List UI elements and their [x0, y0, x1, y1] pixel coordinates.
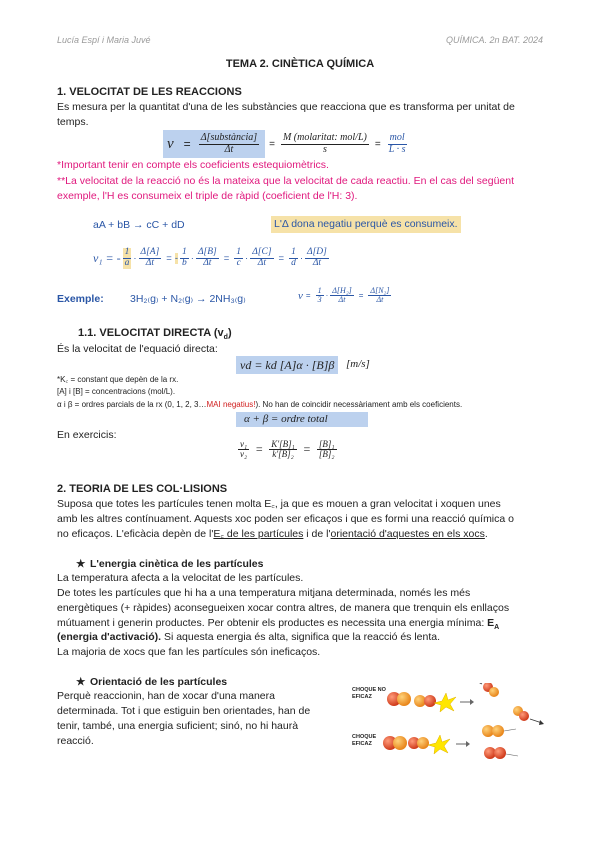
dot: · [190, 252, 194, 264]
b2-line4: reacció. [57, 735, 94, 747]
b1-heading: L'energia cinètica de les partícules [90, 558, 264, 570]
dot: · [325, 291, 329, 301]
eq-sign: = [358, 291, 364, 301]
sub-heading-text: 1.1. VELOCITAT DIRECTA (v [78, 327, 224, 339]
p1-text2: i de l' [303, 528, 331, 540]
generic-reaction: aA + bB → cC + dD [93, 219, 185, 231]
ex-dt: Δt [338, 295, 346, 305]
ex-dN2: Δ[N₂] [370, 286, 390, 295]
rate-dt: Δt [312, 257, 322, 268]
b2-heading: Orientació de les partícules [90, 676, 228, 688]
rate-one: 1 [124, 247, 130, 257]
rate-d: d [291, 257, 296, 268]
rate-dC: Δ[C] [252, 247, 272, 257]
ex-dH2: Δ[H₂] [332, 286, 352, 295]
dot: · [245, 252, 249, 264]
sub-heading-sub: d [223, 334, 228, 342]
rate-dt: Δt [257, 257, 266, 268]
velocity-units: [m/s] [346, 358, 370, 370]
b1-l4-text: mútuament i generin productes. Per obtenir els productes es necessita una energia mínima: [57, 617, 488, 629]
page-title: TEMA 2. CINÈTICA QUÍMICA [225, 58, 375, 70]
minus-sign: - [174, 252, 179, 264]
velocity-formula [163, 129, 409, 159]
p1-period: . [484, 528, 488, 540]
eq-sign: = [305, 291, 311, 301]
s2-p1-line1: Suposa que totes les partícules tenen molta E꜀, ja que es mouen a gran velocitat i xoquen unes [57, 498, 501, 510]
section-2-heading: 2. TEORIA DE LES COL·LISIONS [57, 483, 228, 495]
negative-delta-note: L'Δ dona negatiu perquè es consumeix. [271, 216, 461, 233]
eq-sign: = [166, 252, 172, 264]
p1-text: no eficaços. L'eficàcia depèn de l' [57, 528, 214, 540]
ex-dt: Δt [376, 295, 384, 305]
header-course: QUÍMICA. 2n BAT. 2024 [445, 35, 543, 45]
rate-dD: Δ[D] [307, 247, 327, 257]
eq-sign: = [278, 252, 285, 264]
ex-one: 1 [317, 286, 322, 295]
rate-expression [93, 248, 331, 269]
ex-v2: v₂ [240, 449, 248, 460]
b1-line1: La temperatura afecta a la velocitat de les partícules. [57, 572, 304, 584]
label-no-effective: CHOQUE NO EFICAZ [352, 687, 386, 700]
subsection-1-1-heading [78, 327, 232, 341]
note-orders [57, 399, 462, 410]
b2-line2: determinada. Tot i que estiguin ben orientades, han de [57, 705, 311, 717]
frac3-den: L · s [388, 143, 406, 155]
rate-dB: Δ[B] [197, 247, 217, 257]
label-effective: CHOQUE EFICAZ [352, 734, 377, 747]
frac1-num: Δ[substància] [200, 132, 258, 143]
exercise-formula [236, 440, 339, 460]
b1-line6: La majoria de xocs que fan les partícules són ineficaços. [57, 646, 321, 658]
b1-l5-text: Si aquesta energia és alta, significa que la reacció és lenta. [161, 631, 441, 643]
frac1-den: Δt [224, 143, 234, 155]
direct-velocity-text: És la velocitat de l'equació directa: [57, 343, 218, 355]
p1-orientation: orientació d'aquestes en els xocs [330, 528, 485, 540]
ex-v1: v₁ [240, 439, 248, 449]
sub-heading-end: ) [227, 327, 232, 339]
rate-one: 1 [291, 247, 296, 257]
collision-diagram-svg [352, 683, 552, 763]
eq-sign: = [269, 138, 275, 150]
ex-k1: K'[B]₁ [271, 439, 295, 449]
rate-one: 1 [182, 247, 187, 257]
rate-dA: Δ[A] [140, 247, 160, 257]
exercise-label: En exercicis: [57, 429, 117, 441]
s2-p1-line3 [57, 527, 488, 542]
ex-b1: [B]₁ [318, 439, 335, 449]
orders-text-end: ). No han de coincidir necessàriament amb els coeficients. [255, 400, 463, 409]
example-formula [298, 287, 393, 305]
eq-sign: = [374, 138, 381, 150]
rate-dt: Δt [145, 257, 155, 268]
row1-molecules [387, 683, 544, 725]
frac2-num: M (molaritat: mol/L) [282, 132, 367, 143]
star-icon: ★ [76, 676, 86, 688]
ex-three: 3 [317, 295, 322, 305]
s2-p1-line2: amb les altres contínuament. Aquests xoc poden ser eficaços i que es formi una reacció química o [57, 513, 514, 525]
b1-line2: De totes les partícules que hi ha a una temperatura mitjana determinada, només les més [57, 587, 471, 599]
ex-b2: [B]₂ [318, 449, 335, 460]
example-reaction: 3H₂₍g₎ + N₂₍g₎ → 2NH₃₍g₎ [130, 293, 246, 305]
star-icon: ★ [76, 558, 86, 570]
eq-sign: = [183, 137, 191, 151]
p1-ec: E꜀ de les partícules [213, 528, 304, 540]
collision-figure [352, 683, 552, 763]
never-negative: MAI negatius! [206, 400, 256, 409]
b1-ea: E [487, 617, 495, 629]
velocity-symbol: v [167, 135, 174, 152]
total-order-formula: α + β = ordre total [236, 412, 368, 427]
frac2-den: s [322, 143, 327, 155]
b1-line3: energètiques (+ ràpides) aconsegueixen xocar contra altres, de manera que trenquin els enllaços [57, 602, 510, 614]
s1-intro-line1: Es mesura per la quantitat d'una de les substàncies que reacciona que es transforma per unitat de [57, 101, 515, 113]
rate-v1: v₁ = - [93, 250, 121, 265]
note-velocity-line1: **La velocitat de la reacció no és la mateixa que la velocitat de cada reactiu. En el cas del següent [57, 175, 515, 187]
b2-line1: Perquè reaccionin, han de xocar d'una manera [57, 690, 275, 702]
frac3-num: mol [389, 132, 405, 143]
note-velocity-line2: exemple, l'H es consumeix el triple de ràpid (coeficient de l'H: 3). [57, 190, 358, 202]
direct-velocity-formula: vd = kd [A]α · [B]β [236, 356, 338, 374]
eq-sign: = [302, 442, 311, 457]
example-label: Exemple: [57, 293, 104, 305]
note-stoichiometry: *Important tenir en compte els coeficients estequiomètrics. [57, 159, 329, 171]
dot: · [299, 252, 304, 264]
eq-sign: = [223, 252, 230, 264]
b1-activation: (energia d'activació). [57, 631, 162, 643]
note-concentrations: [A] i [B] = concentracions (mol/L). [57, 387, 176, 396]
rate-dt: Δt [203, 257, 212, 268]
row2-molecules [383, 725, 518, 759]
bullet-orientation [76, 675, 227, 690]
note-constant: *K꜀ = constant que depèn de la rx. [57, 375, 179, 384]
rate-b: b [182, 257, 187, 268]
orders-text: α i β = ordres parcials de la rx (0, 1, 2, 3… [57, 400, 207, 409]
ex-v: v [298, 289, 303, 302]
rate-a: a [124, 257, 130, 268]
rate-c: c [236, 257, 241, 268]
b1-ea-sub: A [494, 624, 500, 632]
eq-sign: = [255, 442, 264, 457]
ex-k2: k'[B]₂ [272, 449, 294, 460]
b2-line3: tenir, també, una energia suficient; sinó, no hi haurà [57, 720, 299, 732]
bullet-kinetic-energy [76, 557, 264, 572]
s1-intro-line2: temps. [57, 116, 89, 128]
dot: · [133, 252, 137, 264]
b1-line5 [57, 630, 440, 645]
rate-one: 1 [236, 247, 242, 257]
header-authors: Lucía Espí i Maria Juvé [57, 35, 151, 45]
section-1-heading: 1. VELOCITAT DE LES REACCIONS [57, 86, 242, 98]
